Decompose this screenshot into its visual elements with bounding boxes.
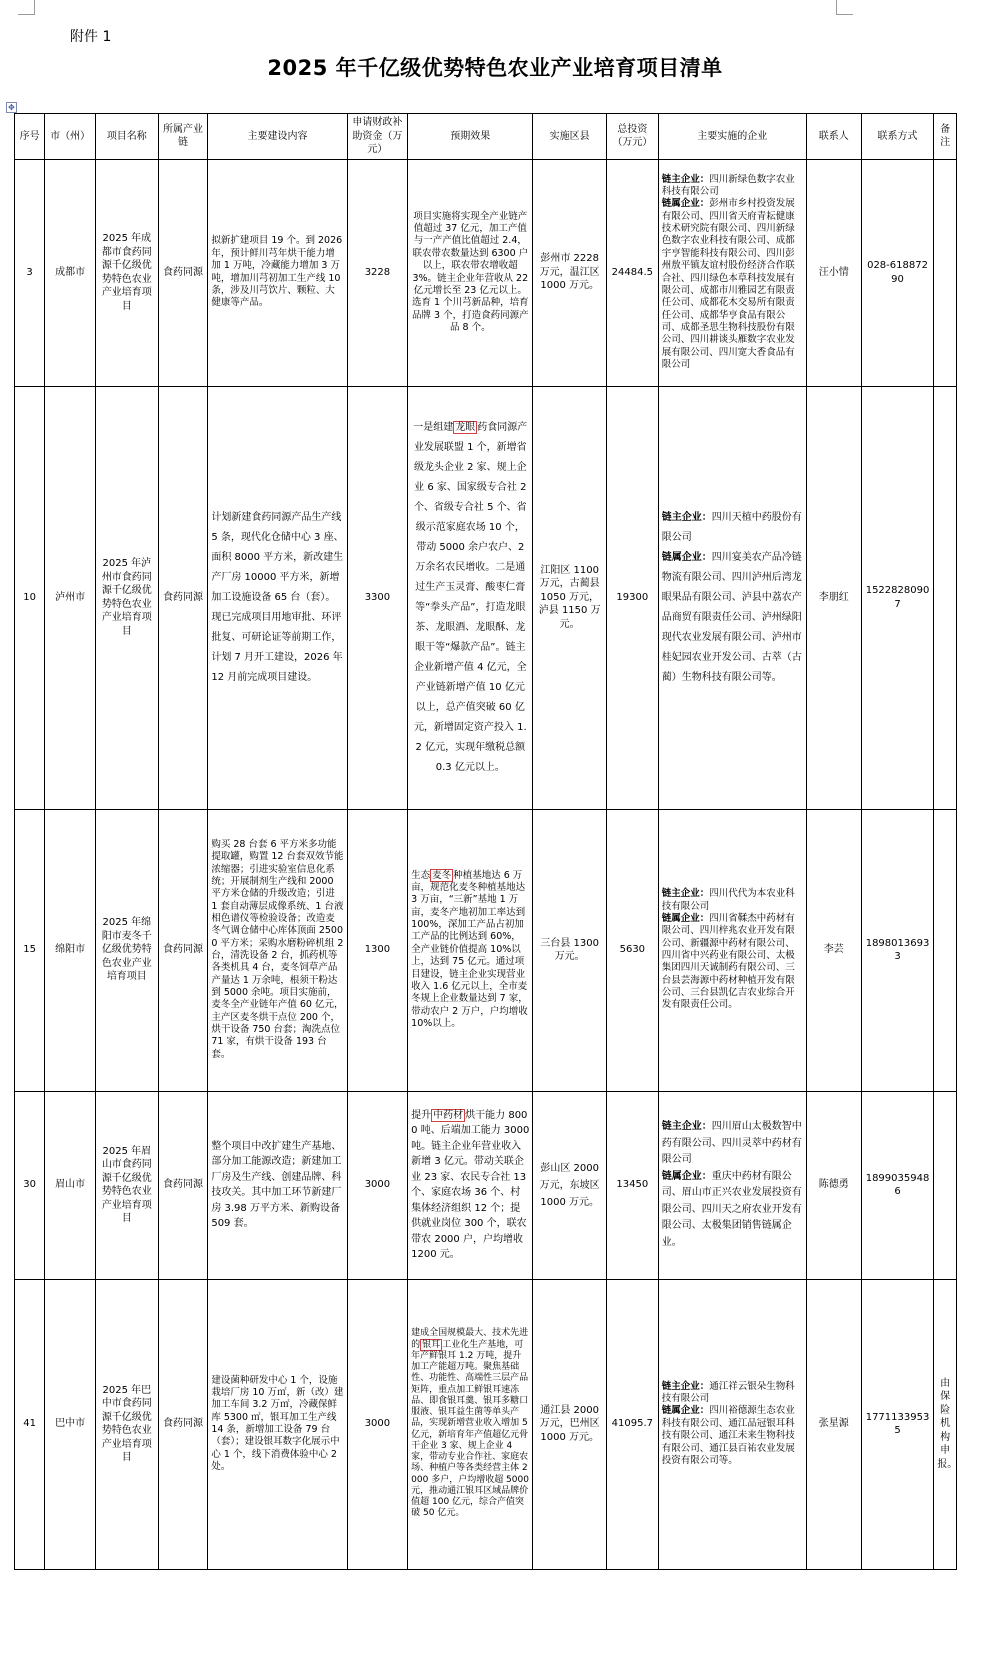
effect-text: 种植基地达 6 万亩，规范化麦冬种植基地达 3 万亩，“三新”基地 1 万亩，麦冬产地初加工率达到 100%，深加工产品占初加工产品的比例达到 60%，全产业链价值提高 10%以上，达到 75 亿元。通过项目建设，链主企业实现营业收入 1.6 亿元以上，全市麦冬规上企业数量达到 7 家，带动农户 2 万户，户均增收 10%以上。	[411, 869, 528, 1029]
effect-text: 工业化生产基地，可年产鲜银耳 1.2 万吨，提升加工产能超万吨。聚焦基础性、功能性、高端性三层产品矩阵，重点加工鲜银耳速冻品、即食银耳羹、银耳多糖口服液、银耳益生菌等单头产品，实现新增营业收入增加 5 亿元，新培育年产值超亿元骨干企业 3 家、规上企业 4 家，带动专业合作社、家庭农场、种植户等各类经营主体 2000 多户，户均增收超 5000 元，推动通江银耳区域品牌价值超 100 亿元，综合产值突破 50 亿元。	[411, 1339, 529, 1519]
column-header: 主要建设内容	[208, 114, 347, 160]
lead-company-label: 链主企业：	[661, 173, 710, 185]
effect-text: 提升	[411, 1109, 432, 1121]
cell-invest: 13450	[606, 1091, 658, 1279]
cell-county: 江阳区 1100 万元，古蔺县 1050 万元，泸县 1150 万元。	[533, 386, 606, 809]
page-corner-mark	[836, 0, 853, 15]
effect-text: 烘干能力 8000 吨、后端加工能力 3000 吨。链主企业年营业收入新增 3 亿元。带动关联企业 23 家、农民专合社 13 个、家庭农场 36 个、村集体经济组织 12 个；提供就业岗位 300 个，联农带农 2000 户，户均增收 1200 元。	[411, 1109, 530, 1260]
cell-chain: 食药同源	[158, 1279, 208, 1569]
column-header: 联系方式	[861, 114, 933, 160]
column-header: 项目名称	[96, 114, 159, 160]
cell-subsidy: 3000	[347, 1091, 407, 1279]
cell-phone: 028-61887290	[861, 159, 933, 386]
cell-no: 41	[15, 1279, 45, 1569]
table-row	[15, 159, 957, 386]
cell-companies	[658, 386, 806, 809]
attachment-label: 附件 1	[70, 29, 112, 45]
effect-text: 建成全国规模最大、技术先进的	[411, 1328, 529, 1350]
cell-city: 巴中市	[45, 1279, 96, 1569]
lead-company-label: 链主企业：	[661, 511, 712, 523]
cell-subsidy: 1300	[347, 809, 407, 1091]
cell-contact: 李芸	[806, 809, 861, 1091]
cell-city: 眉山市	[45, 1091, 96, 1279]
cell-county: 彭州市 2228 万元，温江区 1000 万元。	[533, 159, 606, 386]
cell-note	[934, 159, 957, 386]
highlight-box: 中药材	[433, 1109, 464, 1121]
effect-text: 药食同源产业发展联盟 1 个，新增省级龙头企业 2 家、规上企业 6 家、国家级专合社 2 个、省级专合社 5 个、省级示范家庭农场 10 个，带动 5000 余户农户、2 万余名农民增收。二是通过生产玉灵膏、酸枣仁膏等“拳头产品”，打造龙眼茶、龙眼酒、龙眼酥、龙眼干等“爆款产品”。链主企业新增产值 4 亿元，全产业链新增产值 10 亿元以上，总产值突破 60 亿元，新增固定资产投入 1.2 亿元，实现年缴税总额 0.3 亿元以上。	[413, 421, 528, 773]
cell-invest: 24484.5	[606, 159, 658, 386]
member-companies: 重庆中药材有限公司、眉山市正兴农业发展投资有限公司、四川天之府农业开发有限公司、太极集团销售链属企业。	[661, 1170, 802, 1248]
effect-text: 生态	[411, 869, 431, 881]
table-move-handle-icon[interactable]: ✥	[6, 102, 17, 113]
cell-project-name: 2025 年成都市食药同源千亿级优势特色农业产业培育项目	[96, 159, 159, 386]
cell-plan: 购买 28 台套 6 平方米多功能提取罐，购置 12 台套双效节能浓缩器；引进实验室信息化系统；开展制剂生产线和 2000 平方米仓储的升级改造；引进 1 套自动薄层成像系统、1 台液相色谱仪等检验设备；改造麦冬气调仓储中心库体顶面 25000 平方米；采购水磨粉碎机组 2 台，清洗设备 2 台，抓药机等各类机具 4 台，麦冬饲草产品产量达 1 万余吨，根须干粉达到 5000 余吨。项目实施前，麦冬全产业链年产值 60 亿元，主产区麦冬烘干点位 200 个，烘干设备 750 台套；淘洗点位 71 家，有烘干设备 193 台套。	[208, 809, 347, 1091]
cell-no: 30	[15, 1091, 45, 1279]
cell-effect	[408, 1279, 533, 1569]
member-company-label: 链属企业：	[661, 551, 712, 563]
cell-county: 三台县 1300 万元。	[533, 809, 606, 1091]
cell-phone: 18990359486	[861, 1091, 933, 1279]
cell-invest: 19300	[606, 386, 658, 809]
cell-contact: 汪小情	[806, 159, 861, 386]
cell-plan: 拟新扩建项目 19 个。到 2026 年，预计鲜川芎年烘干能力增加 1 万吨，冷藏能力增加 3 万吨，增加川芎初加工生产线 10 条，涉及川芎饮片、颗粒、大健康等产品。	[208, 159, 347, 386]
cell-county: 彭山区 2000 万元，东坡区 1000 万元。	[533, 1091, 606, 1279]
effect-text: 一是组建	[413, 421, 454, 433]
cell-county: 通江县 2000 万元，巴州区 1000 万元。	[533, 1279, 606, 1569]
cell-effect	[408, 1091, 533, 1279]
cell-effect: 项目实施将实现全产业链产值超过 37 亿元，加工产值与一产产值比值超过 2.4，联农带农数量达到 6300 户以上，联农带农增收超 3%。链主企业年营收从 22 亿元增长至 23 亿元以上。选育 1 个川芎新品种，培育品牌 3 个，打造食药同源产品 8 个。	[408, 159, 533, 386]
table-header-row	[15, 114, 957, 160]
column-header: 联系人	[806, 114, 861, 160]
document-title: 2025 年千亿级优势特色农业产业培育项目清单	[267, 56, 723, 80]
member-company-label: 链属企业：	[661, 912, 710, 924]
cell-no: 15	[15, 809, 45, 1091]
cell-no: 3	[15, 159, 45, 386]
cell-invest: 5630	[606, 809, 658, 1091]
highlight-box: 银耳	[422, 1339, 441, 1350]
cell-project-name: 2025 年绵阳市麦冬千亿级优势特色农业产业培育项目	[96, 809, 159, 1091]
cell-chain: 食药同源	[158, 386, 208, 809]
column-header: 序号	[15, 114, 45, 160]
lead-company-label: 链主企业：	[661, 1380, 710, 1392]
column-header: 市（州）	[45, 114, 96, 160]
cell-note	[934, 386, 957, 809]
cell-contact: 陈德勇	[806, 1091, 861, 1279]
lead-company: 四川代代为本农业科技有限公司	[661, 888, 795, 912]
column-header: 主要实施的企业	[658, 114, 806, 160]
column-header: 申请财政补助资金（万元）	[347, 114, 407, 160]
cell-project-name: 2025 年巴中市食药同源千亿级优势特色农业产业培育项目	[96, 1279, 159, 1569]
cell-contact: 张星源	[806, 1279, 861, 1569]
member-companies: 四川宴美农产品冷链物流有限公司、四川泸州后湾龙眼果品有限公司、泸县中荔农产品商贸有限责任公司、泸州绿阳现代农业发展有限公司、泸州市桂妃园农业开发公司、古萃（古蔺）生物科技有限公司等。	[661, 551, 802, 683]
cell-chain: 食药同源	[158, 809, 208, 1091]
cell-city: 绵阳市	[45, 809, 96, 1091]
cell-chain: 食药同源	[158, 1091, 208, 1279]
cell-subsidy: 3000	[347, 1279, 407, 1569]
member-companies: 彭州市乡村投资发展有限公司、四川省天府青耘健康技术研究院有限公司、四川新绿色数字农业科技有限公司、成都宇亨智能科技有限公司、四川彭州敖平镇友谊村股份经济合作联合社、四川绿色本草科技发展有限公司、成都市川雅园艺有限责任公司、成都花木交易所有限责任公司、成都华亨食品有限公司、成都圣思生物科技股份有限公司、四川耕谈头雁数字农业发展有限公司、四川宽大香食品有限公司	[661, 198, 795, 370]
cell-chain: 食药同源	[158, 159, 208, 386]
column-header: 总投资（万元）	[606, 114, 658, 160]
cell-note	[934, 809, 957, 1091]
project-table	[14, 113, 957, 1570]
cell-subsidy: 3228	[347, 159, 407, 386]
highlight-box: 龙眼	[455, 421, 476, 433]
column-header: 备注	[934, 114, 957, 160]
table-row	[15, 809, 957, 1091]
lead-company: 四川眉山太极数智中药有限公司、四川灵萃中药材有限公司	[661, 1121, 802, 1165]
cell-invest: 41095.7	[606, 1279, 658, 1569]
cell-companies	[658, 1091, 806, 1279]
table-row	[15, 1091, 957, 1279]
lead-company-label: 链主企业：	[661, 1121, 712, 1132]
column-header: 所属产业链	[158, 114, 208, 160]
lead-company-label: 链主企业：	[661, 888, 710, 900]
cell-phone: 15228280907	[861, 386, 933, 809]
cell-plan: 建设菌种研发中心 1 个，设施栽培厂房 10 万㎡，新（改）建加工车间 3.2 万㎡，冷藏保鲜库 5300 ㎡，银耳加工生产线 14 条，新增加工设备 79 台（套）；建设银耳数字化展示中心 1 个，线下消费体验中心 2 处。	[208, 1279, 347, 1569]
cell-city: 泸州市	[45, 386, 96, 809]
highlight-box: 麦冬	[432, 869, 452, 881]
table-row	[15, 1279, 957, 1569]
cell-companies	[658, 1279, 806, 1569]
cell-project-name: 2025 年泸州市食药同源千亿级优势特色农业产业培育项目	[96, 386, 159, 809]
cell-no: 10	[15, 386, 45, 809]
lead-company: 四川天植中药股份有限公司	[661, 511, 802, 543]
cell-effect	[408, 809, 533, 1091]
column-header: 预期效果	[408, 114, 533, 160]
cell-companies	[658, 159, 806, 386]
cell-subsidy: 3300	[347, 386, 407, 809]
member-companies: 四川省鞣杰中药材有限公司、四川梓兆农业开发有限公司、新疆源中药材有限公司、四川省中兴药业有限公司、太极集团四川天诚制药有限公司、三台县芸海源中药材种植开发有限公司、三台县凯亿吉农业综合开发有限责任公司。	[661, 912, 795, 1011]
cell-project-name: 2025 年眉山市食药同源千亿级优势特色农业产业培育项目	[96, 1091, 159, 1279]
lead-company: 四川新绿色数字农业科技有限公司	[661, 173, 795, 198]
member-company-label: 链属企业：	[661, 1405, 710, 1417]
cell-effect	[408, 386, 533, 809]
member-company-label: 链属企业：	[661, 198, 710, 210]
page-corner-mark	[18, 0, 35, 15]
cell-contact: 李朋红	[806, 386, 861, 809]
cell-phone: 18980136933	[861, 809, 933, 1091]
lead-company: 通江祥云银朵生物科技有限公司	[661, 1380, 795, 1405]
cell-note	[934, 1091, 957, 1279]
table-row	[15, 386, 957, 809]
cell-city: 成都市	[45, 159, 96, 386]
cell-note: 由保险机构申报。	[934, 1279, 957, 1569]
column-header: 实施区县	[533, 114, 606, 160]
member-companies: 四川裕德源生态农业科技有限公司、通江品冠银耳科技有限公司、通江未来生物科技有限公司、通江县百祐农业发展投资有限公司等。	[661, 1405, 795, 1466]
cell-plan: 计划新建食药同源产品生产线 5 条，现代化仓储中心 3 座、面积 8000 平方米，新改建生产厂房 10000 平方米，新增加工设施设备 65 台（套）。现已完成项目用地审批、环评批复、可研论证等前期工作，计划 7 月开工建设，2026 年 12 月前完成项目建设。	[208, 386, 347, 809]
cell-plan: 整个项目中改扩建生产基地、部分加工能源改造；新建加工厂房及生产线、创建品牌、科技攻关。其中加工环节新建厂房 3.98 万平方米、新购设备 509 套。	[208, 1091, 347, 1279]
cell-companies	[658, 809, 806, 1091]
member-company-label: 链属企业：	[661, 1170, 712, 1182]
cell-phone: 17711339535	[861, 1279, 933, 1569]
